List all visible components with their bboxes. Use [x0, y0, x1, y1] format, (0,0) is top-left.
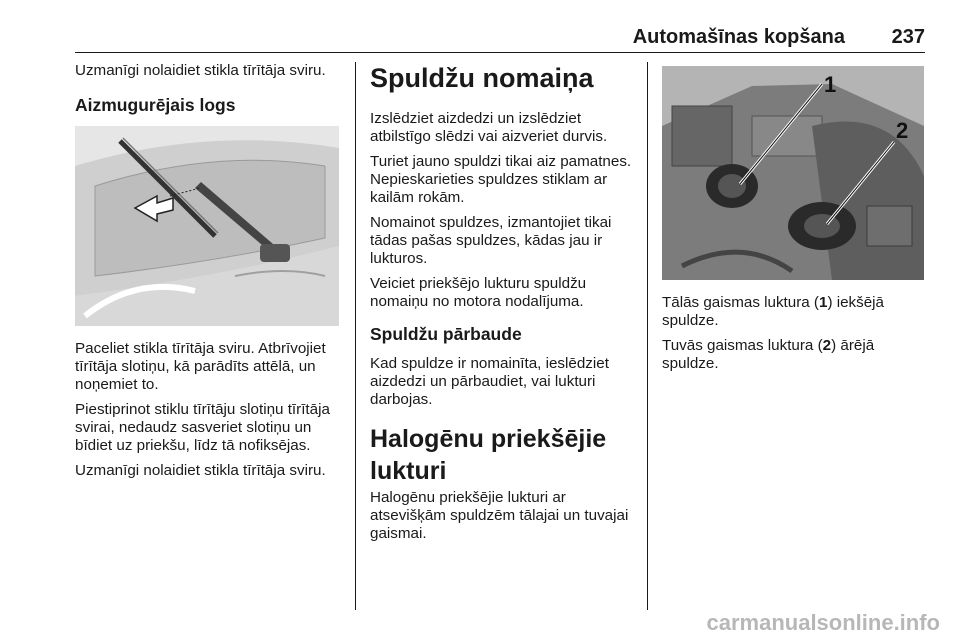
paragraph-attach-blade: Piestiprinot stiklu tīrītāju slotiņu tīrītāja svirai, nedaudz sasveriet slotiņu un bīdiet uz priekšu, līdz tā nofiksējas. — [75, 401, 330, 454]
watermark: carmanualsonline.info — [706, 610, 940, 635]
column-divider-left — [355, 62, 356, 610]
paragraph-lower-wiper-2: Uzmanīgi nolaidiet stikla tīrītāja sviru. — [75, 462, 326, 479]
paragraph-check-lights: Kad spuldze ir nomainīta, ieslēdziet aizdedzi un pārbaudiet, vai lukturi darbojas. — [370, 355, 609, 408]
column-right — [662, 62, 924, 380]
heading-bulb-replacement: Spuldžu nomaiņa — [370, 63, 594, 93]
paragraph-same-bulbs: Nomainot spuldzes, izmantojiet tikai tādas pašas spuldzes, kādas jau ir lukturos. — [370, 214, 612, 267]
rear-wiper-illustration — [75, 126, 339, 326]
heading-halogen-headlights: Halogēnu priekšējie lukturi — [370, 425, 607, 485]
paragraph-lift-arm: Paceliet stikla tīrītāja sviru. Atbrīvojiet tīrītāja slotiņu, kā parādīts attēlā, un noņemiet to. — [75, 340, 326, 393]
paragraph-halogen-info: Halogēnu priekšējie lukturi ar atsevišķām spuldzēm tālajai un tuvajai gaismai. — [370, 489, 629, 542]
paragraph-high-beam: Tālās gaismas luktura (1) iekšējā spuldze. — [662, 294, 885, 329]
section-title: Automašīnas kopšana — [632, 26, 845, 48]
callout-1-label: 1 — [824, 72, 837, 97]
paragraph-engine-compartment: Veiciet priekšējo lukturu spuldžu nomaiņu no motora nodalījuma. — [370, 275, 587, 310]
page-number: 237 — [891, 26, 925, 48]
headlight-engine-illustration — [662, 66, 924, 280]
heading-bulb-check: Spuldžu pārbaude — [370, 324, 522, 344]
paragraph-lower-wiper: Uzmanīgi nolaidiet stikla tīrītāja sviru. — [75, 62, 326, 79]
paragraph-switch-off: Izslēdziet aizdedzi un izslēdziet atbilstīgo slēdzi vai aizveriet durvis. — [370, 110, 608, 145]
column-divider-right — [647, 62, 648, 610]
column-middle — [370, 62, 640, 550]
paragraph-hold-bulb: Turiet jauno spuldzi tikai aiz pamatnes. Nepieskarieties spuldzes stiklam ar kailām rokām. — [370, 153, 632, 206]
page-header — [75, 26, 925, 53]
paragraph-low-beam: Tuvās gaismas luktura (2) ārējā spuldze. — [662, 337, 875, 372]
callout-2-label: 2 — [896, 118, 909, 143]
heading-rear-window: Aizmugurējais logs — [75, 95, 236, 115]
column-left — [75, 62, 345, 487]
